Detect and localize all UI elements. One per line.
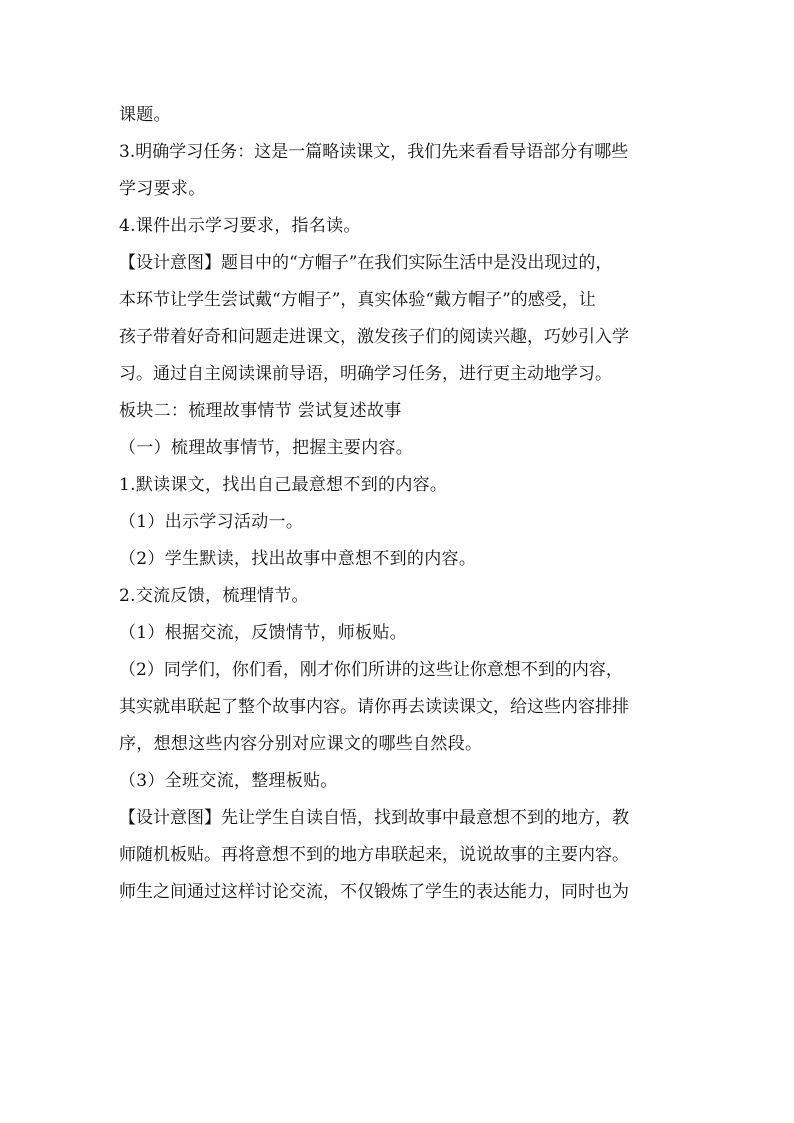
text-line: 孩子带着好奇和问题走进课文，激发孩子们的阅读兴趣，巧妙引入学	[119, 327, 629, 347]
text-line: 其实就串联起了整个故事内容。请你再去读读课文，给这些内容排排	[119, 697, 629, 717]
text-line: 习。通过自主阅读课前导语，明确学习任务，进行更主动地学习。	[119, 364, 612, 384]
paragraph-item-2-1	[119, 615, 684, 652]
paragraph-item-2-3	[119, 763, 684, 800]
paragraph-item-1-1	[119, 504, 684, 541]
document-body	[119, 97, 684, 911]
text-line: （1）根据交流，反馈情节，师板贴。	[119, 623, 407, 643]
text-line: 3.明确学习任务：这是一篇略读课文，我们先来看看导语部分有哪些	[119, 142, 629, 162]
text-line: 2.交流反馈，梳理情节。	[119, 586, 309, 606]
subheading-part-1	[119, 430, 684, 467]
paragraph-item-2	[119, 578, 684, 615]
text-line: 1.默读课文，找出自己最意想不到的内容。	[119, 475, 448, 495]
text-line: （2）同学们，你们看，刚才你们所讲的这些让你意想不到的内容，	[119, 660, 623, 680]
paragraph-topic-end	[119, 97, 684, 134]
paragraph-step-3	[119, 134, 684, 208]
text-line: （1）出示学习活动一。	[119, 512, 304, 532]
text-line: （3）全班交流，整理板贴。	[119, 771, 338, 791]
text-line: 【设计意图】题目中的“方帽子”在我们实际生活中是没出现过的，	[119, 253, 613, 273]
section-heading-block-2	[119, 393, 684, 430]
text-line: 4.课件出示学习要求，指名读。	[119, 216, 361, 236]
text-line: 学习要求。	[119, 179, 206, 199]
paragraph-item-1	[119, 467, 684, 504]
paragraph-item-2-2	[119, 652, 684, 763]
text-line: 课题。	[119, 105, 171, 125]
paragraph-design-intent-1	[119, 245, 684, 393]
text-line: 师生之间通过这样讨论交流，不仅锻炼了学生的表达能力，同时也为	[119, 882, 629, 902]
paragraph-step-4	[119, 208, 684, 245]
text-line: 本环节让学生尝试戴“方帽子”，真实体验“戴方帽子”的感受，让	[119, 290, 596, 310]
text-line: （一）梳理故事情节，把握主要内容。	[119, 438, 414, 458]
paragraph-item-1-2	[119, 541, 684, 578]
text-line: 板块二：梳理故事情节 尝试复述故事	[119, 401, 402, 421]
text-line: 序，想想这些内容分别对应课文的哪些自然段。	[119, 734, 483, 754]
text-line: 师随机板贴。再将意想不到的地方串联起来，说说故事的主要内容。	[119, 845, 629, 865]
text-line: 【设计意图】先让学生自读自悟，找到故事中最意想不到的地方，教	[119, 808, 629, 828]
text-line: （2）学生默读，找出故事中意想不到的内容。	[119, 549, 477, 569]
paragraph-design-intent-2	[119, 800, 684, 911]
